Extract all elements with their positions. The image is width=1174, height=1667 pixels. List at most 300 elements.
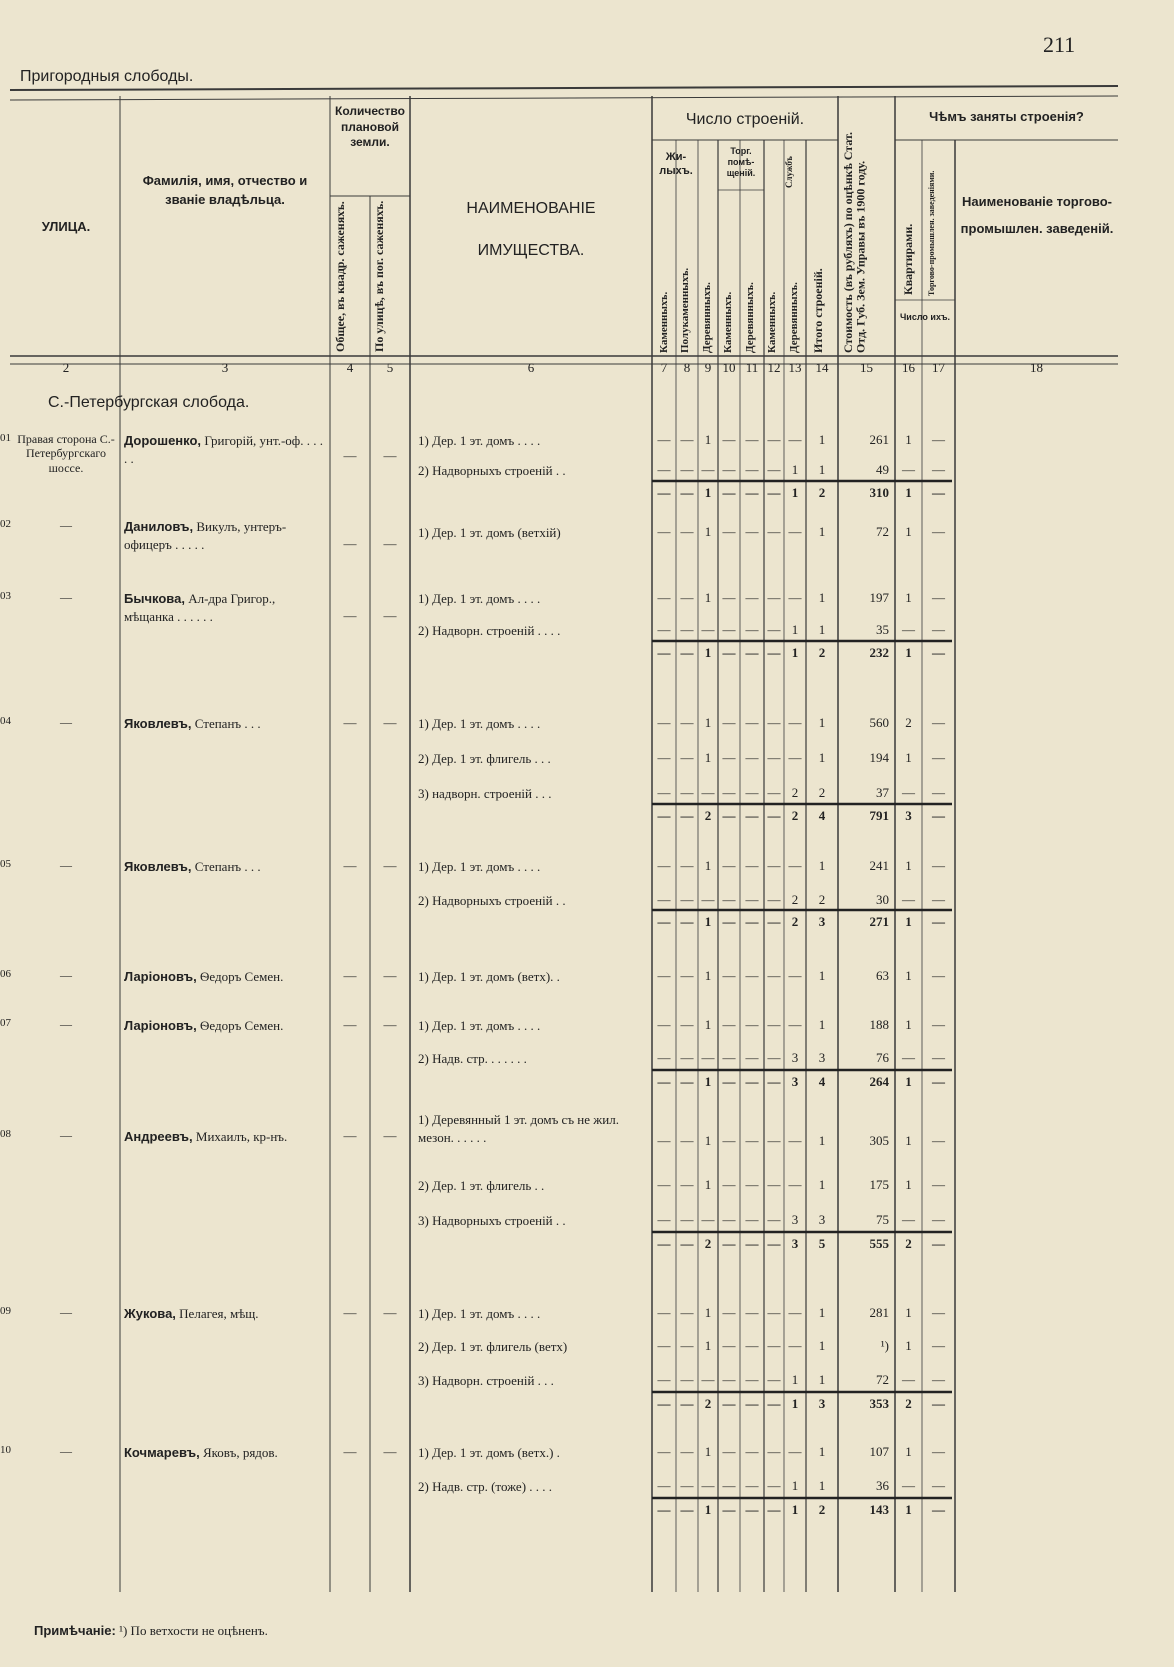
owner-surname: Ларіоновъ, (124, 1018, 197, 1033)
cell: — (680, 715, 694, 730)
land-total: — (343, 1128, 357, 1143)
cell: — (932, 462, 945, 477)
owner-surname: Бычкова, (124, 591, 185, 606)
cell: — (767, 1017, 781, 1032)
cell: — (745, 1372, 759, 1387)
cell: 107 (869, 1444, 889, 1459)
total-cell: — (722, 1396, 736, 1411)
cell: 1 (704, 858, 712, 873)
total-cell: — (767, 1502, 781, 1517)
owner-rest: Степанъ . . . (194, 716, 261, 731)
cell: — (722, 622, 736, 637)
column-number: 4 (346, 360, 354, 375)
cell: — (767, 432, 781, 447)
entry-number: 09 (0, 1305, 11, 1317)
owner-surname: Андреевъ, (124, 1129, 193, 1144)
header-trade-names: Наименованіе торгово-промышлен. заведеній. (960, 194, 1114, 237)
owner-rest: Ал-дра Григор., мѣщанка . . . . . . (124, 591, 276, 625)
cell: — (680, 1050, 694, 1065)
total-cell: 1 (791, 1396, 799, 1411)
property-item: 1) Деревянный 1 эт. домъ съ не жил. мезон. . . . . . (418, 1112, 619, 1145)
total-cell: 4 (818, 808, 826, 823)
total-cell: — (767, 808, 781, 823)
total-cell: — (680, 485, 694, 500)
total-cell: 1 (791, 485, 799, 500)
entry-number: 06 (0, 968, 11, 980)
cell: — (657, 1444, 671, 1459)
cell: — (767, 524, 781, 539)
cell: 1 (818, 1444, 826, 1459)
cell: 1 (905, 968, 912, 983)
street: — (60, 1305, 72, 1319)
total-cell: — (680, 1396, 694, 1411)
owner-rest: Пелагея, мѣщ. (179, 1306, 259, 1321)
total-cell: — (745, 1396, 759, 1411)
cell: — (680, 1177, 694, 1192)
total-cell: — (745, 645, 759, 660)
cell: — (680, 858, 694, 873)
total-cell: — (722, 808, 736, 823)
cell: — (767, 1444, 781, 1459)
total-cell: — (722, 1236, 736, 1251)
cell: — (722, 1133, 736, 1148)
cell: — (902, 462, 915, 477)
street: — (60, 715, 72, 729)
cell: — (932, 1177, 945, 1192)
property-item: 2) Надв. стр. . . . . . . (418, 1051, 527, 1066)
cell: — (680, 1444, 694, 1459)
owner-rest: Ѳедоръ Семен. (199, 969, 284, 984)
cell: — (932, 968, 945, 983)
property-item: 2) Дер. 1 эт. флигель (ветх) (418, 1339, 568, 1354)
column-number: 11 (745, 360, 759, 375)
land-street: — (383, 536, 397, 551)
cell: 1 (905, 1133, 912, 1148)
total-cell: 1 (704, 645, 712, 660)
cell: — (657, 1305, 671, 1320)
total-cell: 791 (869, 808, 889, 823)
owner (124, 1444, 328, 1462)
cell: 197 (869, 590, 889, 605)
header-property: НАИМЕНОВАНІЕ ИМУЩЕСТВА. (466, 200, 596, 259)
total-cell: — (745, 1502, 759, 1517)
property-item: 1) Дер. 1 эт. домъ . . . . (418, 1306, 541, 1321)
land-total: — (343, 858, 357, 873)
total-cell: — (657, 914, 671, 929)
total-cell: 1 (704, 1074, 712, 1089)
cell: — (722, 590, 736, 605)
cell: 1 (818, 1338, 826, 1353)
owner-rest: Яковъ, рядов. (202, 1445, 278, 1460)
street: — (60, 518, 72, 532)
column-number: 17 (932, 360, 945, 375)
cell: — (722, 1305, 736, 1320)
cell: — (657, 1478, 671, 1493)
cell: — (657, 785, 671, 800)
total-cell: — (680, 808, 694, 823)
cell: — (902, 1478, 915, 1493)
total-cell: — (657, 1236, 671, 1251)
cell: 1 (704, 524, 712, 539)
property-item: 2) Дер. 1 эт. флигель . . . (418, 751, 551, 766)
cell: — (932, 1133, 945, 1148)
owner (124, 590, 328, 626)
header-owner: Фамилія, имя, отчество и званіе владѣльца. (142, 173, 308, 207)
cell: 1 (704, 715, 712, 730)
cell: — (932, 524, 945, 539)
cell: — (767, 858, 781, 873)
cell: — (745, 1177, 759, 1192)
cell: 1 (905, 1305, 912, 1320)
cell: — (932, 1212, 945, 1227)
total-cell: — (767, 914, 781, 929)
cell: — (680, 785, 694, 800)
entry-number: 05 (0, 858, 11, 870)
owner-surname: Яковлевъ, (124, 859, 192, 874)
cell: 1 (704, 968, 712, 983)
cell: — (902, 1212, 915, 1227)
cell: — (680, 462, 694, 477)
owner (124, 968, 328, 986)
cell: — (657, 590, 671, 605)
total-cell: — (657, 808, 671, 823)
cell: — (657, 858, 671, 873)
cell: — (767, 590, 781, 605)
total-cell: 2 (818, 1502, 826, 1517)
total-cell: — (767, 1236, 781, 1251)
property-item: 1) Дер. 1 эт. домъ . . . . (418, 1018, 541, 1033)
total-cell: — (657, 645, 671, 660)
section-title: Пригородныя слободы. (20, 68, 194, 85)
cell: — (680, 968, 694, 983)
cell: 2 (791, 892, 799, 907)
header-stone-2: Каменныхъ. (722, 291, 734, 353)
cell: — (767, 462, 781, 477)
cell: 1 (818, 1177, 826, 1192)
land-total: — (343, 715, 357, 730)
column-number: 18 (1030, 360, 1043, 375)
total-cell: 3 (905, 808, 912, 823)
cell: — (657, 432, 671, 447)
total-cell: — (745, 1074, 759, 1089)
total-cell: — (932, 1236, 945, 1251)
property-item: 3) надворн. строеній . . . (418, 786, 552, 801)
cell: — (701, 1212, 715, 1227)
cell: 1 (818, 858, 826, 873)
total-cell: 143 (869, 1502, 889, 1517)
land-street: — (383, 968, 397, 983)
cell: 2 (818, 785, 826, 800)
cell: — (745, 462, 759, 477)
cell: 2 (905, 715, 912, 730)
cell: 1 (704, 590, 712, 605)
cell: — (767, 1305, 781, 1320)
cell: — (902, 1372, 915, 1387)
header-wooden-3: Деревянныхъ. (788, 282, 800, 353)
subsection-title: С.-Петербургская слобода. (48, 394, 250, 411)
cell: — (767, 1338, 781, 1353)
header-residential: Жилыхъ. (659, 151, 693, 178)
cell: — (932, 1444, 945, 1459)
cell: 3 (791, 1212, 799, 1227)
cell: 261 (869, 432, 889, 447)
total-cell: 5 (818, 1236, 826, 1251)
street: Правая сторона С.-Петербургскаго шоссе. (17, 432, 115, 475)
cell: 3 (791, 1050, 799, 1065)
total-cell: 3 (818, 914, 826, 929)
property-item: 2) Надв. стр. (тоже) . . . . (418, 1479, 553, 1494)
owner-surname: Ларіоновъ, (124, 969, 197, 984)
cell: — (657, 1338, 671, 1353)
cell: — (657, 1372, 671, 1387)
cell: — (767, 1478, 781, 1493)
header-stone-1: Каменныхъ. (658, 291, 670, 353)
cell: — (680, 892, 694, 907)
cell: — (745, 715, 759, 730)
cell: 1 (818, 462, 826, 477)
total-cell: — (680, 1074, 694, 1089)
total-cell: 1 (905, 485, 912, 500)
total-cell: — (722, 1074, 736, 1089)
header-semistone: Полукаменныхъ. (679, 267, 691, 353)
cell: — (680, 1133, 694, 1148)
cell: 1 (704, 1177, 712, 1192)
cell: 1 (818, 715, 826, 730)
cell: — (932, 1017, 945, 1032)
cell: — (788, 1338, 802, 1353)
total-cell: 2 (704, 1236, 712, 1251)
header-buildings: Число строеній. (685, 111, 805, 128)
cell: — (680, 1338, 694, 1353)
cell: 1 (704, 750, 712, 765)
header-trade: Торг. помѣщеній. (726, 146, 756, 178)
cell: — (932, 1338, 945, 1353)
cell: — (745, 432, 759, 447)
cell: 1 (818, 1478, 826, 1493)
cell: 281 (869, 1305, 889, 1320)
column-number: 5 (386, 360, 394, 375)
cell: — (722, 750, 736, 765)
cell: 2 (791, 785, 799, 800)
cell: 1 (791, 1478, 799, 1493)
cell: 1 (818, 622, 826, 637)
header-total-buildings: Итого строеній. (811, 268, 825, 353)
cell: — (767, 1133, 781, 1148)
cell: — (767, 968, 781, 983)
property-item: 1) Дер. 1 эт. домъ . . . . (418, 591, 541, 606)
land-total: — (343, 1305, 357, 1320)
cell: — (745, 1444, 759, 1459)
total-cell: — (932, 914, 945, 929)
cell: — (722, 715, 736, 730)
street: — (60, 858, 72, 872)
column-number: 12 (767, 360, 781, 375)
cell: 35 (876, 622, 889, 637)
cell: 1 (791, 1372, 799, 1387)
cell: — (657, 1177, 671, 1192)
cell: — (767, 1212, 781, 1227)
cell: — (788, 1444, 802, 1459)
header-occupied: Чѣмъ заняты строенія? (929, 109, 1084, 124)
total-cell: — (932, 1502, 945, 1517)
cell: 1 (905, 524, 912, 539)
page-number: 211 (1043, 32, 1076, 57)
cell: 241 (869, 858, 889, 873)
cell: — (657, 1050, 671, 1065)
cell: 1 (905, 1177, 912, 1192)
column-number: 2 (62, 360, 70, 375)
total-cell: 3 (791, 1074, 799, 1089)
cell: 1 (818, 1133, 826, 1148)
total-cell: 264 (869, 1074, 889, 1089)
cell: — (788, 750, 802, 765)
cell: 175 (869, 1177, 889, 1192)
owner-rest: Степанъ . . . (194, 859, 261, 874)
cell: — (788, 1133, 802, 1148)
cell: 1 (818, 1372, 826, 1387)
cell: — (745, 1478, 759, 1493)
entry-number: 04 (0, 715, 11, 727)
cell: 3 (818, 1050, 826, 1065)
cell: — (680, 1372, 694, 1387)
cell: 36 (876, 1478, 889, 1493)
cell: — (932, 432, 945, 447)
owner-surname: Дорошенко, (124, 433, 202, 448)
cell: — (701, 785, 715, 800)
street: — (60, 1128, 72, 1142)
footnote-label: Примѣчаніе: (34, 1623, 116, 1638)
cell: — (745, 1212, 759, 1227)
cell: 75 (876, 1212, 889, 1227)
street: — (60, 1444, 72, 1458)
cell: 1 (791, 462, 799, 477)
cell: — (722, 1177, 736, 1192)
cell: — (680, 622, 694, 637)
cell: — (932, 1305, 945, 1320)
cell: — (680, 1478, 694, 1493)
cell: — (745, 1305, 759, 1320)
land-total: — (343, 1017, 357, 1032)
land-street: — (383, 608, 397, 623)
total-cell: 1 (704, 1502, 712, 1517)
owner (124, 432, 328, 468)
cell: — (722, 1338, 736, 1353)
total-cell: 1 (704, 485, 712, 500)
total-cell: 1 (905, 1074, 912, 1089)
cell: — (788, 590, 802, 605)
total-cell: — (680, 645, 694, 660)
cell: — (701, 462, 715, 477)
total-cell: — (767, 645, 781, 660)
land-street: — (383, 1444, 397, 1459)
cell: — (932, 1478, 945, 1493)
cell: — (745, 622, 759, 637)
cell: — (745, 892, 759, 907)
total-cell: — (722, 485, 736, 500)
owner-surname: Яковлевъ, (124, 716, 192, 731)
owner (124, 1128, 328, 1146)
property-item: 2) Надворныхъ строеній . . (418, 893, 566, 908)
owner-surname: Кочмаревъ, (124, 1445, 200, 1460)
header-stone-3: Каменныхъ. (766, 291, 778, 353)
total-cell: 2 (704, 1396, 712, 1411)
header-street: УЛИЦА. (41, 219, 91, 234)
cell: 1 (818, 590, 826, 605)
owner (124, 1305, 328, 1323)
cell: — (767, 1050, 781, 1065)
cell: — (701, 622, 715, 637)
cell: — (932, 858, 945, 873)
cell: 1 (704, 1305, 712, 1320)
total-cell: — (932, 485, 945, 500)
total-cell: — (722, 645, 736, 660)
cell: — (722, 432, 736, 447)
cell: — (767, 1177, 781, 1192)
cell: — (932, 715, 945, 730)
cell: 1 (905, 432, 912, 447)
owner-surname: Жукова, (124, 1306, 176, 1321)
owner (124, 518, 328, 554)
cell: — (722, 968, 736, 983)
entry-number: 08 (0, 1128, 11, 1140)
header-wooden-1: Деревянныхъ. (701, 282, 713, 353)
cell: — (657, 715, 671, 730)
total-cell: 353 (869, 1396, 889, 1411)
cell: — (680, 1305, 694, 1320)
total-cell: — (745, 914, 759, 929)
cell: 1 (704, 1444, 712, 1459)
owner (124, 715, 328, 733)
cell: 30 (876, 892, 889, 907)
cell: 49 (876, 462, 889, 477)
cell: — (745, 524, 759, 539)
cell: — (745, 1338, 759, 1353)
total-cell: 2 (818, 645, 826, 660)
street: — (60, 968, 72, 982)
total-cell: 1 (905, 1502, 912, 1517)
cell: — (788, 1305, 802, 1320)
cell: 1 (905, 1338, 912, 1353)
cell: — (788, 715, 802, 730)
total-cell: — (767, 1396, 781, 1411)
total-cell: 1 (905, 645, 912, 660)
cell: — (902, 622, 915, 637)
cell: 1 (905, 1444, 912, 1459)
cell: — (788, 858, 802, 873)
footnote (34, 1623, 268, 1639)
total-cell: 2 (704, 808, 712, 823)
total-cell: — (680, 1236, 694, 1251)
cell: 1 (704, 1133, 712, 1148)
total-cell: 2 (905, 1396, 912, 1411)
cell: 76 (876, 1050, 889, 1065)
owner-rest: Михаилъ, кр-нъ. (195, 1129, 288, 1144)
cell: — (701, 1478, 715, 1493)
cell: 1 (818, 432, 826, 447)
cell: 1 (791, 622, 799, 637)
cell: — (788, 968, 802, 983)
property-item: 1) Дер. 1 эт. домъ (ветх.) . (418, 1445, 560, 1460)
total-cell: — (767, 1074, 781, 1089)
cell: — (722, 1372, 736, 1387)
cell: — (722, 524, 736, 539)
cell: — (788, 1017, 802, 1032)
cell: — (657, 462, 671, 477)
header-count: Число ихъ. (899, 312, 951, 322)
land-street: — (383, 448, 397, 463)
footnote-text: ¹) По ветхости не оцѣненъ. (119, 1623, 268, 1638)
owner-rest: Ѳедоръ Семен. (199, 1018, 284, 1033)
